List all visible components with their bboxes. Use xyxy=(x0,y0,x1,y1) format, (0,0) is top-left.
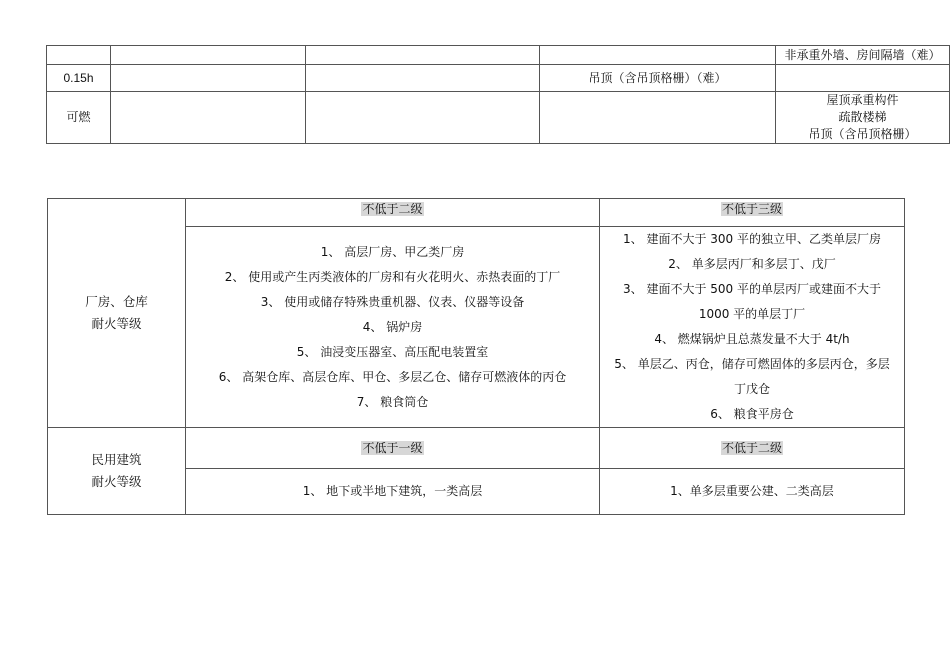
table-cell xyxy=(306,92,540,144)
table-cell xyxy=(306,46,540,65)
list-item: 1、 高层厂房、甲乙类厂房 xyxy=(320,244,465,259)
table-cell: 0.15h xyxy=(47,65,111,92)
list-item: 1、 建面不大于 300 平的独立甲、乙类单层厂房 xyxy=(623,232,881,246)
category-line: 耐火等级 xyxy=(91,316,142,331)
list-item: 4、 锅炉房 xyxy=(362,319,423,334)
level-header xyxy=(600,428,905,469)
level-header xyxy=(600,199,905,227)
list-item: 2、 使用或产生丙类液体的厂房和有火花明火、赤热表面的丁厂 xyxy=(224,269,561,284)
table-row xyxy=(47,46,950,65)
requirements-list xyxy=(600,227,904,427)
cell-line: 吊顶（含吊顶格栅） xyxy=(808,127,917,141)
requirements-list xyxy=(186,240,599,415)
list-item: 2、 单多层丙厂和多层丁、戊厂 xyxy=(668,257,836,271)
list-item: 7、 粮食筒仓 xyxy=(356,394,429,409)
table-row xyxy=(48,199,905,227)
list-item: 5、 油浸变压器室、高压配电装置室 xyxy=(296,344,489,359)
table-cell xyxy=(111,65,306,92)
fire-resistance-components-table xyxy=(46,45,950,144)
list-item: 4、 燃煤锅炉且总蒸发量不大于 4t/h xyxy=(654,332,850,346)
level-label: 不低于二级 xyxy=(362,202,423,216)
list-item: 6、 高架仓库、高层仓库、甲仓、多层乙仓、储存可燃液体的丙仓 xyxy=(218,369,567,384)
category-cell xyxy=(48,199,186,428)
table-cell xyxy=(776,65,950,92)
table-cell xyxy=(540,92,776,144)
table-cell: 吊顶（含吊顶格栅）（难） xyxy=(540,65,776,92)
cell-line: 屋顶承重构件 xyxy=(826,93,899,107)
table-cell: 非承重外墙、房间隔墙（难） xyxy=(776,46,950,65)
requirements-cell: 1、 地下或半地下建筑，一类高层 xyxy=(186,469,600,515)
list-item: 6、 粮食平房仓 xyxy=(710,407,794,421)
category-line: 厂房、仓库 xyxy=(85,294,148,309)
table-row xyxy=(48,428,905,469)
table-cell xyxy=(540,46,776,65)
level-header xyxy=(186,428,600,469)
list-item: 1000 平的单层丁厂 xyxy=(698,307,806,321)
table-cell xyxy=(47,46,111,65)
table-cell xyxy=(111,46,306,65)
level-label: 不低于二级 xyxy=(721,440,782,455)
table-cell: 可燃 xyxy=(47,92,111,144)
fire-resistance-level-table xyxy=(47,198,905,515)
requirements-cell xyxy=(600,227,905,428)
table-row xyxy=(47,65,950,92)
list-item: 5、 单层乙、丙仓，储存可燃固体的多层丙仓，多层 xyxy=(614,357,890,371)
level-label: 不低于一级 xyxy=(362,440,423,455)
category-line: 耐火等级 xyxy=(91,474,142,489)
table-cell xyxy=(306,65,540,92)
level-label: 不低于三级 xyxy=(721,202,782,216)
table-cell xyxy=(776,92,950,144)
level-header xyxy=(186,199,600,227)
table-cell xyxy=(111,92,306,144)
requirements-cell: 1、单多层重要公建、二类高层 xyxy=(600,469,905,515)
category-cell xyxy=(48,428,186,515)
category-line: 民用建筑 xyxy=(91,452,142,467)
cell-line: 疏散楼梯 xyxy=(838,110,887,124)
requirements-cell xyxy=(186,227,600,428)
list-item: 3、 建面不大于 500 平的单层丙厂或建面不大于 xyxy=(623,282,881,296)
table-row xyxy=(47,92,950,144)
list-item: 3、 使用或储存特殊贵重机器、仪表、仪器等设备 xyxy=(260,294,525,309)
list-item: 丁戊仓 xyxy=(733,382,770,396)
